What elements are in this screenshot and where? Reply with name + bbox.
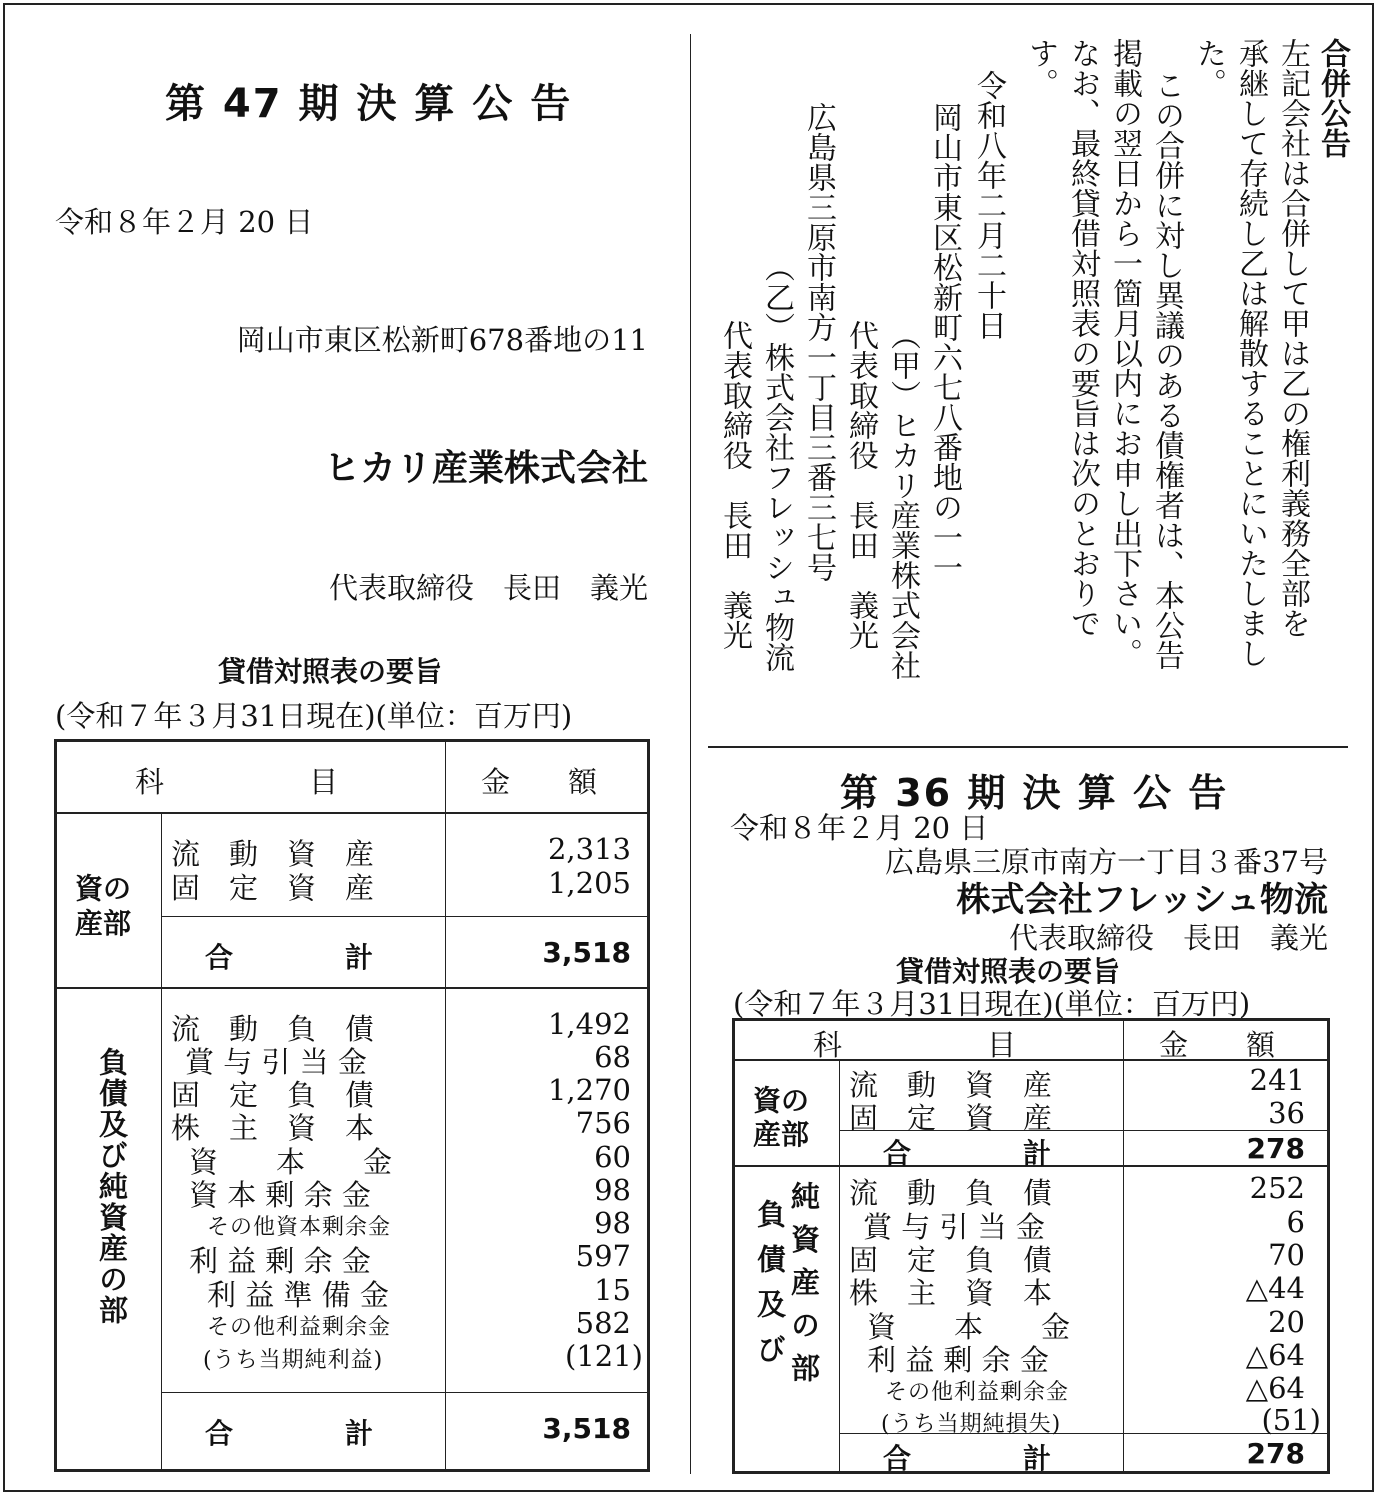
left-company: ヒカリ産業株式会社 (323, 448, 648, 489)
right-liab-value-4: 20 (1268, 1305, 1305, 1339)
left-liab-total: 3,518 (542, 1412, 631, 1445)
right-asset-total-label: 合 計 (883, 1137, 1052, 1170)
right-asset-total: 278 (1246, 1132, 1305, 1165)
right-liab-value-7: (51) (1261, 1403, 1321, 1437)
right-header-amount: 金 額 (1159, 1028, 1276, 1062)
left-asset-label-1: 固 定 資 産 (171, 871, 375, 905)
right-representative: 代表取締役 長田 義光 (1008, 921, 1328, 955)
left-liab-value-3: 756 (575, 1106, 631, 1140)
left-bs-subtitle: (令和７年３月31日現在)(単位：百万円) (55, 699, 573, 733)
merger-notice (700, 30, 1360, 730)
right-asset-value-0: 241 (1249, 1063, 1305, 1097)
left-liab-label-10: (うち当期純利益) (203, 1348, 384, 1373)
merger-kou-address: 岡山市東区松新町六七八番地の一一 (927, 102, 962, 582)
left-liab-label-9: その他利益剰余金 (207, 1315, 392, 1340)
right-title: 第 36 期 決 算 公 告 (840, 771, 1229, 815)
left-date: 令和８年２月 20 日 (55, 205, 314, 239)
right-liab-value-2: 70 (1268, 1238, 1305, 1272)
merger-kou-company: （甲）ヒカリ産業株式会社 (885, 320, 920, 680)
left-liab-label-7: 利 益 剰 余 金 (189, 1244, 371, 1278)
right-bs-title: 貸借対照表の要旨 (896, 955, 1121, 988)
left-liab-section: 負債及び純資産の部 (95, 1047, 129, 1326)
merger-line-1: 左記会社は合併して甲は乙の権利義務全部を (1275, 38, 1310, 638)
left-asset-label-0: 流 動 資 産 (171, 837, 375, 871)
left-address: 岡山市東区松新町678番地の11 (236, 323, 648, 357)
right-liab-label-0: 流 動 負 債 (849, 1176, 1053, 1210)
left-header-item: 科 目 (135, 765, 339, 799)
left-liab-value-6: 98 (594, 1206, 631, 1240)
right-header-item: 科 目 (813, 1028, 1017, 1062)
right-asset-label-0: 流 動 資 産 (849, 1068, 1053, 1102)
left-asset-value-1: 1,205 (547, 866, 631, 900)
merger-line-7: す。 (1023, 38, 1058, 98)
right-asset-section-b: 産部 (753, 1118, 810, 1151)
left-liab-value-5: 98 (594, 1173, 631, 1207)
right-liab-label-4: 資 本 金 (867, 1310, 1071, 1344)
merger-otsu-rep: 代表取締役 長田 義光 (717, 320, 752, 650)
left-balance-sheet (54, 739, 650, 1472)
merger-kou-rep: 代表取締役 長田 義光 (843, 320, 878, 650)
merger-otsu-company: （乙）株式会社フレッシュ物流 (759, 252, 794, 672)
right-address: 広島県三原市南方一丁目３番37号 (885, 845, 1328, 879)
merger-line-5: 掲載の翌日から一箇月以内にお申し出下さい。 (1107, 38, 1142, 668)
left-bs-title: 貸借対照表の要旨 (218, 655, 443, 688)
merger-line-4: この合併に対し異議のある債権者は、本公告 (1149, 70, 1184, 670)
merger-date: 令和八年二月二十日 (971, 70, 1006, 340)
left-asset-section-a: 資の (75, 872, 132, 905)
left-liab-value-1: 68 (594, 1040, 631, 1074)
merger-line-6: なお、最終貸借対照表の要旨は次のとおりで (1065, 38, 1100, 638)
right-liab-total: 278 (1246, 1437, 1305, 1470)
left-liab-label-8: 利 益 準 備 金 (207, 1278, 389, 1312)
right-liab-value-0: 252 (1249, 1171, 1305, 1205)
right-asset-value-1: 36 (1268, 1096, 1305, 1130)
left-liab-label-4: 資 本 金 (189, 1145, 393, 1179)
left-representative: 代表取締役 長田 義光 (328, 571, 648, 605)
left-liab-label-1: 賞 与 引 当 金 (185, 1045, 367, 1079)
right-liab-value-1: 6 (1286, 1205, 1305, 1239)
right-liab-label-3: 株 主 資 本 (849, 1276, 1053, 1310)
left-liab-value-9: 582 (575, 1306, 631, 1340)
right-liab-label-1: 賞 与 引 当 金 (863, 1210, 1045, 1244)
merger-otsu-address: 広島県三原市南方一丁目三番三七号 (801, 102, 836, 582)
right-liab-section-a: 負債及び (753, 1199, 787, 1379)
left-header-amount: 金 額 (481, 765, 598, 799)
left-liab-label-3: 株 主 資 本 (171, 1111, 375, 1145)
right-asset-section-a: 資の (753, 1084, 810, 1117)
right-liab-value-3: △44 (1245, 1271, 1305, 1305)
left-liab-label-6: その他資本剰余金 (207, 1215, 392, 1240)
right-liab-value-6: △64 (1245, 1371, 1305, 1405)
right-asset-label-1: 固 定 資 産 (849, 1101, 1053, 1135)
right-liab-label-6: その他利益剰余金 (885, 1380, 1070, 1405)
left-liab-value-8: 15 (594, 1273, 631, 1307)
right-liab-label-7: (うち当期純損失) (881, 1412, 1062, 1437)
left-liab-value-10: (121) (565, 1339, 643, 1373)
right-date: 令和８年２月 20 日 (730, 811, 989, 845)
right-balance-sheet (732, 1018, 1330, 1474)
right-liab-total-label: 合 計 (883, 1442, 1052, 1475)
left-asset-section-b: 産部 (75, 907, 132, 940)
left-liab-label-5: 資 本 剰 余 金 (189, 1178, 371, 1212)
left-asset-total: 3,518 (542, 936, 631, 969)
left-liab-value-2: 1,270 (547, 1073, 631, 1107)
left-liab-value-7: 597 (575, 1239, 631, 1273)
right-liab-label-5: 利 益 剰 余 金 (867, 1343, 1049, 1377)
left-title: 第 47 期 決 算 公 告 (165, 81, 573, 127)
right-liab-label-2: 固 定 負 債 (849, 1243, 1053, 1277)
right-separator (708, 746, 1348, 748)
merger-line-3: た。 (1191, 38, 1226, 98)
right-company: 株式会社フレッシュ物流 (956, 880, 1328, 920)
merger-line-2: 承継して存続し乙は解散することにいたしまし (1233, 38, 1268, 668)
left-liab-value-0: 1,492 (547, 1007, 631, 1041)
right-liab-value-5: △64 (1245, 1338, 1305, 1372)
left-asset-total-label: 合 計 (205, 941, 374, 974)
column-divider (690, 34, 691, 1474)
right-bs-subtitle: (令和７年３月31日現在)(単位：百万円) (733, 987, 1251, 1021)
left-liab-label-2: 固 定 負 債 (171, 1078, 375, 1112)
left-liab-label-0: 流 動 負 債 (171, 1012, 375, 1046)
left-liab-value-4: 60 (594, 1140, 631, 1174)
left-asset-value-0: 2,313 (547, 832, 631, 866)
merger-title: 合併公告 (1315, 38, 1350, 158)
left-liab-total-label: 合 計 (205, 1417, 374, 1450)
right-liab-section-b: 純資産の部 (787, 1181, 821, 1396)
